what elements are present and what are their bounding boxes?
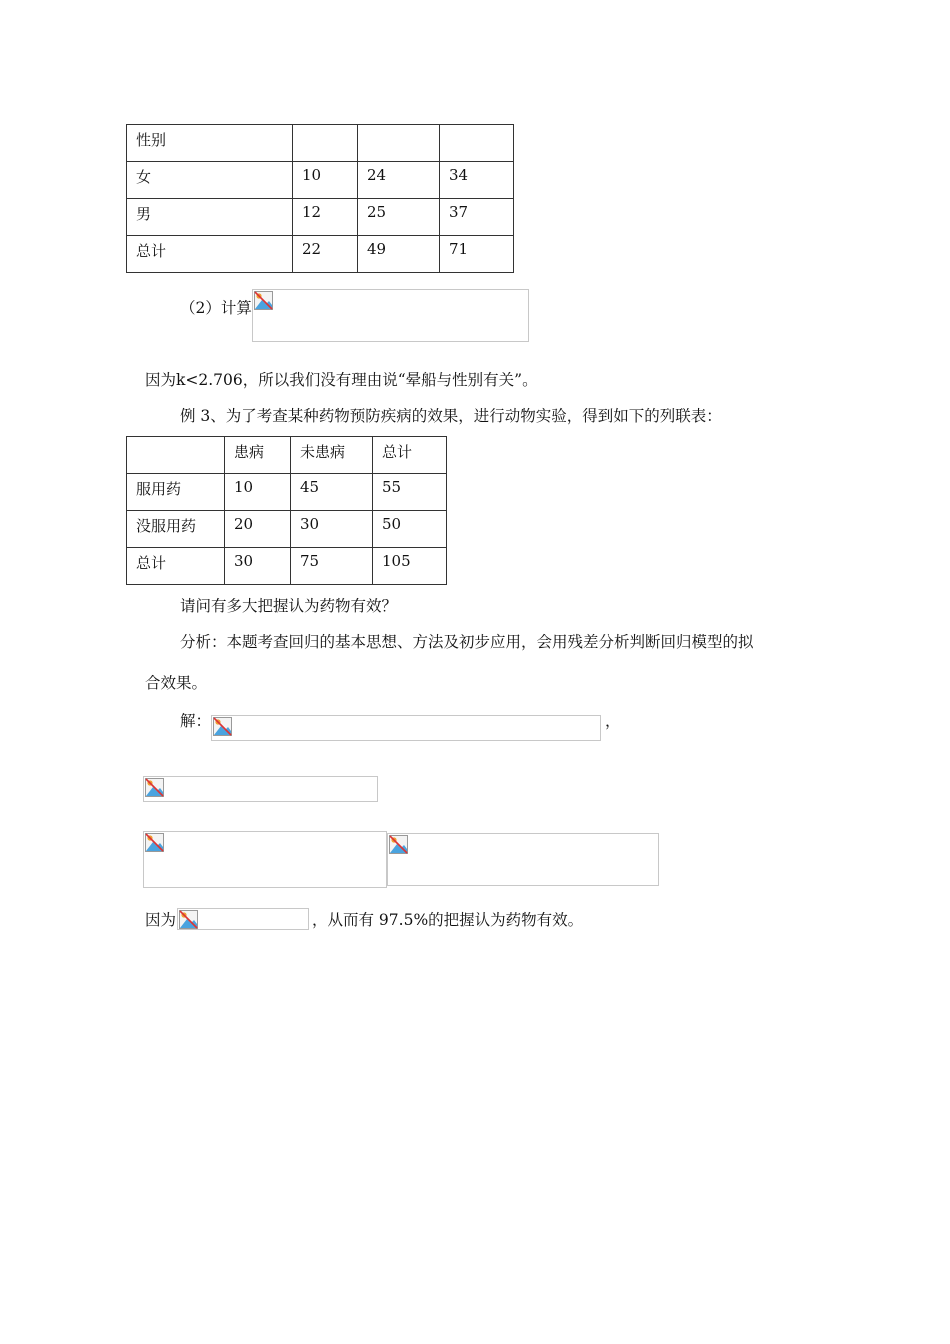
drug-table-cell: 75	[291, 548, 373, 585]
drug-table-row	[127, 548, 447, 585]
conclusion-1: 因为k<2.706，所以我们没有理由说“晕船与性别有关”。	[145, 371, 538, 389]
broken-image-icon	[145, 833, 164, 852]
gender-table-cell	[440, 125, 514, 162]
drug-table-cell: 105	[373, 548, 447, 585]
drug-table-cell: 30	[225, 548, 291, 585]
drug-table-row	[127, 511, 447, 548]
gender-table-cell: 25	[358, 199, 440, 236]
formula-image-2	[143, 776, 378, 802]
gender-table-cell	[358, 125, 440, 162]
analysis-line-1: 分析：本题考查回归的基本思想、方法及初步应用，会用残差分析判断回归模型的拟	[180, 633, 754, 651]
broken-image-icon	[389, 835, 408, 854]
broken-image-icon	[254, 291, 273, 310]
question: 请问有多大把握认为药物有效？	[180, 597, 398, 615]
gender-table-cell: 24	[358, 162, 440, 199]
drug-table-cell: 50	[373, 511, 447, 548]
gender-table-row	[127, 162, 514, 199]
drug-table-cell: 患病	[225, 437, 291, 474]
final-prefix: 因为	[145, 911, 177, 929]
broken-image-icon	[145, 778, 164, 797]
final-formula-image	[177, 908, 309, 930]
gender-table-cell: 男	[127, 199, 293, 236]
gender-table-row	[127, 236, 514, 273]
drug-table-row	[127, 437, 447, 474]
gender-table-cell: 37	[440, 199, 514, 236]
drug-table-cell	[127, 437, 225, 474]
gender-table-cell: 12	[293, 199, 358, 236]
gender-table	[126, 124, 514, 273]
step2-label: （2）计算	[180, 299, 252, 317]
drug-table-cell: 总计	[127, 548, 225, 585]
gender-table-cell: 49	[358, 236, 440, 273]
drug-table-cell: 45	[291, 474, 373, 511]
formula-image-4	[387, 833, 659, 886]
broken-image-icon	[179, 910, 198, 929]
drug-table-cell: 总计	[373, 437, 447, 474]
drug-table-cell: 55	[373, 474, 447, 511]
drug-table	[126, 436, 447, 585]
gender-table-cell: 71	[440, 236, 514, 273]
gender-table-cell: 女	[127, 162, 293, 199]
drug-table-cell: 没服用药	[127, 511, 225, 548]
gender-table-cell: 34	[440, 162, 514, 199]
final-suffix: ，从而有 97.5%的把握认为药物有效。	[312, 911, 584, 929]
drug-table-cell: 30	[291, 511, 373, 548]
solution-formula-image	[211, 715, 601, 741]
drug-table-cell: 未患病	[291, 437, 373, 474]
gender-table-cell: 性别	[127, 125, 293, 162]
drug-table-row	[127, 474, 447, 511]
drug-table-cell: 10	[225, 474, 291, 511]
gender-table-row	[127, 199, 514, 236]
solution-label: 解：	[180, 712, 212, 730]
drug-table-cell: 服用药	[127, 474, 225, 511]
formula-image-3	[143, 831, 387, 888]
comma: ，	[605, 712, 621, 730]
broken-image-icon	[213, 717, 232, 736]
gender-table-cell	[293, 125, 358, 162]
gender-table-cell: 10	[293, 162, 358, 199]
analysis-line-2: 合效果。	[145, 674, 208, 692]
example-3-intro: 例 3、为了考查某种药物预防疾病的效果，进行动物实验，得到如下的列联表：	[180, 407, 722, 425]
drug-table-cell: 20	[225, 511, 291, 548]
formula-image	[252, 289, 529, 342]
gender-table-cell: 总计	[127, 236, 293, 273]
gender-table-cell: 22	[293, 236, 358, 273]
gender-table-row	[127, 125, 514, 162]
